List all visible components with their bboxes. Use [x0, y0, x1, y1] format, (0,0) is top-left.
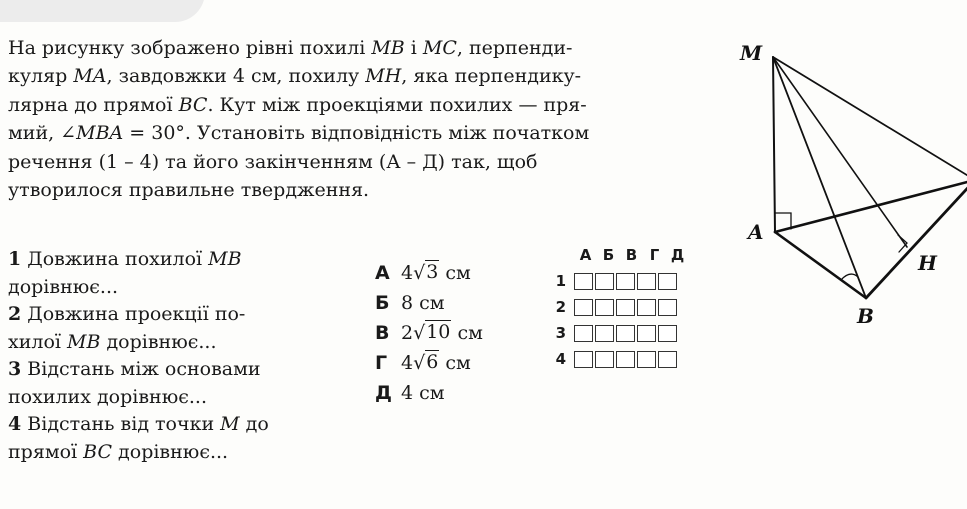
point-label-m: M — [740, 41, 763, 65]
grid-col-h: Г — [649, 246, 660, 264]
grid-row-label: 1 — [555, 272, 566, 290]
problem-line-6: утворилося правильне твердження. — [8, 179, 370, 202]
right-angle-mark-h — [898, 235, 907, 252]
grid-col-v: В — [625, 246, 638, 264]
problem-line-2: куляр MA, завдовжки 4 см, похилу MH, яка перпендику- — [8, 65, 582, 88]
option-a: А 4 √ 3 см — [375, 261, 471, 284]
grid-row-label: 3 — [555, 324, 566, 342]
problem-line-1: На рисунку зображено рівні похилі MB і MC, перпенди- — [8, 37, 573, 59]
segment-ac — [775, 180, 967, 232]
right-angle-mark-a — [775, 213, 791, 229]
problem-line-3: лярна до прямої BC. Кут між проекціями похилих — пря- — [8, 93, 587, 116]
statement-1: 1 Довжина похилої MB дорівнює... — [8, 248, 242, 298]
statement-3: 3 Відстань між основами похилих дорівнює... — [8, 358, 261, 408]
option-b: Б 8 см — [375, 292, 445, 314]
segment-mc — [773, 57, 967, 180]
grid-col-d: Д — [670, 246, 685, 264]
angle-arc-b — [841, 274, 858, 280]
problem-line-5: речення (1 – 4) та його закінченням (А – Д) так, щоб — [8, 150, 538, 173]
statement-2: 2 Довжина проекції по- хилої MB дорівнює... — [8, 303, 246, 353]
option-h: Г 4 √ 6 см — [375, 351, 471, 374]
problem-line-4: мий, ∠MBA = 30°. Установіть відповідність між початком — [8, 122, 590, 145]
option-d: Д 4 см — [375, 382, 445, 404]
segment-ma — [773, 57, 775, 232]
point-label-b: B — [857, 304, 874, 328]
point-label-h: H — [918, 251, 937, 275]
grid-col-a: А — [579, 246, 592, 264]
option-v: В 2 √ 10 см — [375, 321, 483, 344]
point-label-a: A — [748, 220, 764, 244]
statement-4: 4 Відстань від точки M до прямої BC дорівнює... — [8, 413, 269, 463]
segment-mb — [773, 57, 866, 298]
grid-row-label: 2 — [555, 298, 566, 316]
segment-mh — [773, 57, 907, 247]
grid-row-label: 4 — [555, 350, 566, 368]
segment-bc — [866, 180, 967, 298]
grid-col-b: Б — [602, 246, 615, 264]
